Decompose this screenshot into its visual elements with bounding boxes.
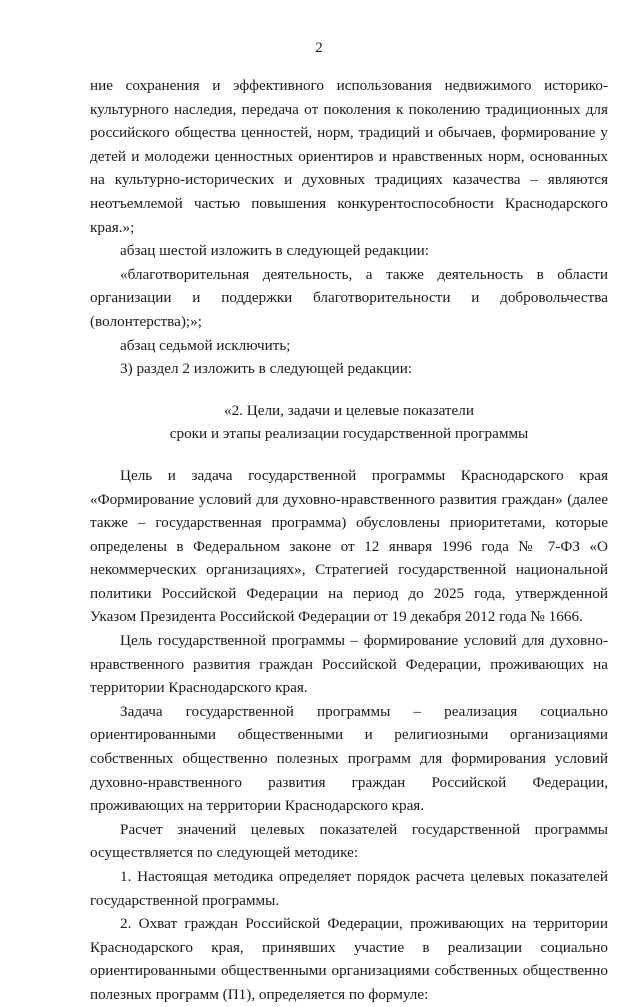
section-heading-line1: «2. Цели, задачи и целевые показатели <box>223 401 475 419</box>
paragraph-amendment-6: абзац шестой изложить в следующей редакции: <box>120 242 429 260</box>
document-body <box>90 74 608 1007</box>
paragraph-continuation: ние сохранения и эффективного использования недвижимого историко-культурного наследия, передача от поколения к поколению традиционных для российского общества ценностей, норм, традиций и обычаев, формирование у детей и молодежи ценностных ориентиров и нравственных норм, основанных на культурно-исторических и духовных традициях казачества – являются неотъемлемой частью повышения конкурентоспособности Краснодарского края.»; <box>90 77 608 236</box>
paragraph-amendment-7: абзац седьмой исключить; <box>120 336 291 354</box>
paragraph-method-item-1: 1. Настоящая методика определяет порядок расчета целевых показателей государственной программы. <box>90 868 608 909</box>
paragraph-method-item-2: 2. Охват граждан Российской Федерации, проживающих на территории Краснодарского края, принявших участие в реализации социально ориентированными общественными организациями собственных общественно полезных программ (П1), определяется по формуле: <box>90 915 608 1003</box>
paragraph-methodology-intro: Расчет значений целевых показателей государственной программы осуществляется по следующей методике: <box>90 820 608 862</box>
section-heading-line2: сроки и этапы реализации государственной программы <box>169 425 529 443</box>
paragraph-goal: Цель государственной программы – формирование условий для духовно-нравственного развития граждан Российской Федерации, проживающих на территории Краснодарского края. <box>90 632 608 697</box>
paragraph-amendment-section2: 3) раздел 2 изложить в следующей редакции: <box>120 360 413 378</box>
paragraph-goal-basis: Цель и задача государственной программы Краснодарского края «Формирование условий для духовно-нравственного развития граждан» (далее также – государственная программа) обусловлены приоритетами, которые определены в Федеральном законе от 12 января 1996 года № 7-ФЗ «О некоммерческих организациях», Стратегией государственной национальной политики Российской Федерации на период до 2025 года, утвержденной Указом Президента Российской Федерации от 19 декабря 2012 года № 1666. <box>90 466 608 626</box>
page-number: 2 <box>315 40 323 56</box>
section-heading <box>90 399 608 446</box>
paragraph-quoted-text: «благотворительная деятельность, а также деятельность в области организации и поддержки благотворительности и добровольчества (волонтерства);»; <box>90 265 608 330</box>
paragraph-task: Задача государственной программы – реализация социально ориентированными общественными и религиозными организациями собственных общественно полезных программ для формирования условий духовно-нравственного развития граждан Российской Федерации, проживающих на территории Краснодарского края. <box>90 702 608 815</box>
